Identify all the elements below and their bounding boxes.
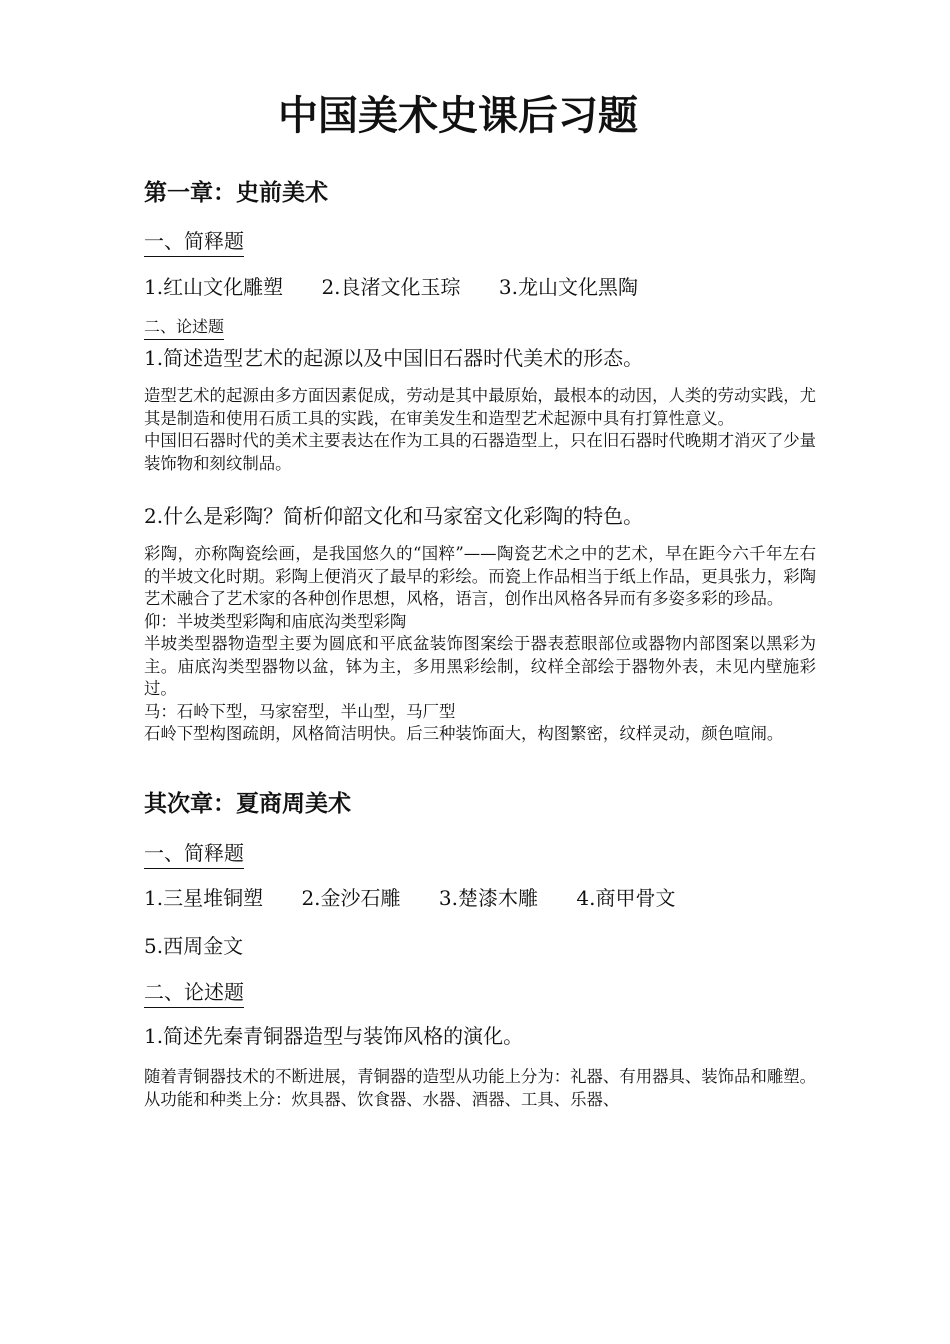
chapter-1-section-short-answer: 一、简释题 bbox=[144, 227, 244, 257]
chapter-2-section-short-answer: 一、简释题 bbox=[144, 839, 244, 869]
answer-paragraph: 半坡类型器物造型主要为圆底和平底盆装饰图案绘于器表惹眼部位或器物内部图案以黑彩为主。庙底沟类型器物以盆，钵为主，多用黑彩绘制，纹样全部绘于器物外表，未见内壁施彩过。 bbox=[144, 634, 816, 698]
chapter-1-terms-list bbox=[144, 273, 670, 301]
term-item: 2.金沙石雕 bbox=[301, 886, 401, 910]
answer-paragraph: 中国旧石器时代的美术主要表达在作为工具的石器造型上，只在旧石器时代晚期才消灭了少量装饰物和刻纹制品。 bbox=[144, 431, 817, 473]
chapter-1-question-2: 2.什么是彩陶？简析仰韶文化和马家窑文化彩陶的特色。 bbox=[144, 504, 644, 528]
answer-paragraph: 随着青铜器技术的不断进展，青铜器的造型从功能上分为：礼器、有用器具、装饰品和雕塑。从功能和种类上分：炊具器、饮食器、水器、酒器、工具、乐器、 bbox=[144, 1067, 817, 1109]
term-item: 3.龙山文化黑陶 bbox=[498, 275, 638, 299]
chapter-2-heading: 其次章：夏商周美术 bbox=[144, 791, 351, 817]
answer-paragraph: 造型艺术的起源由多方面因素促成，劳动是其中最原始，最根本的动因，人类的劳动实践，尤其是制造和使用石质工具的实践，在审美发生和造型艺术起源中具有打算性意义。 bbox=[144, 386, 817, 428]
chapter-1-question-1: 1.简述造型艺术的起源以及中国旧石器时代美术的形态。 bbox=[144, 346, 644, 370]
chapter-2-question-1: 1.简述先秦青铜器造型与装饰风格的演化。 bbox=[144, 1024, 524, 1048]
term-item: 5.西周金文 bbox=[144, 934, 244, 958]
chapter-1-section-essay: 二、论述题 bbox=[144, 316, 224, 340]
chapter-1-answer-2 bbox=[144, 543, 816, 746]
term-item: 1.红山文化雕塑 bbox=[144, 275, 284, 299]
chapter-2-terms-row-1 bbox=[144, 884, 707, 912]
answer-paragraph: 石岭下型构图疏朗，风格简洁明快。后三种装饰面大，构图繁密，纹样灵动，颜色喧闹。 bbox=[144, 724, 784, 743]
chapter-1-answer-1 bbox=[144, 385, 816, 475]
chapter-2-section-essay: 二、论述题 bbox=[144, 978, 244, 1008]
term-item: 4.商甲骨文 bbox=[576, 886, 676, 910]
term-item: 3.楚漆木雕 bbox=[438, 886, 538, 910]
chapter-2-answer-1 bbox=[144, 1066, 816, 1111]
answer-paragraph: 彩陶，亦称陶瓷绘画，是我国悠久的“国粹”——陶瓷艺术之中的艺术，早在距今六千年左右的半坡文化时期。彩陶上便消灭了最早的彩绘。而瓷上作品相当于纸上作品，更具张力，彩陶艺术融合了艺术家的各种创作思想，风格，语言，创作出风格各异而有多姿多彩的珍品。 bbox=[144, 544, 817, 608]
answer-paragraph: 马：石岭下型，马家窑型，半山型，马厂型 bbox=[144, 701, 456, 721]
term-item: 2.良渚文化玉琮 bbox=[321, 275, 461, 299]
chapter-1-heading: 第一章：史前美术 bbox=[144, 180, 328, 206]
document-title: 中国美术史课后习题 bbox=[278, 93, 638, 139]
term-item: 1.三星堆铜塑 bbox=[144, 886, 264, 910]
answer-paragraph: 仰：半坡类型彩陶和庙底沟类型彩陶 bbox=[144, 611, 407, 631]
chapter-2-terms-row-2 bbox=[144, 932, 275, 960]
